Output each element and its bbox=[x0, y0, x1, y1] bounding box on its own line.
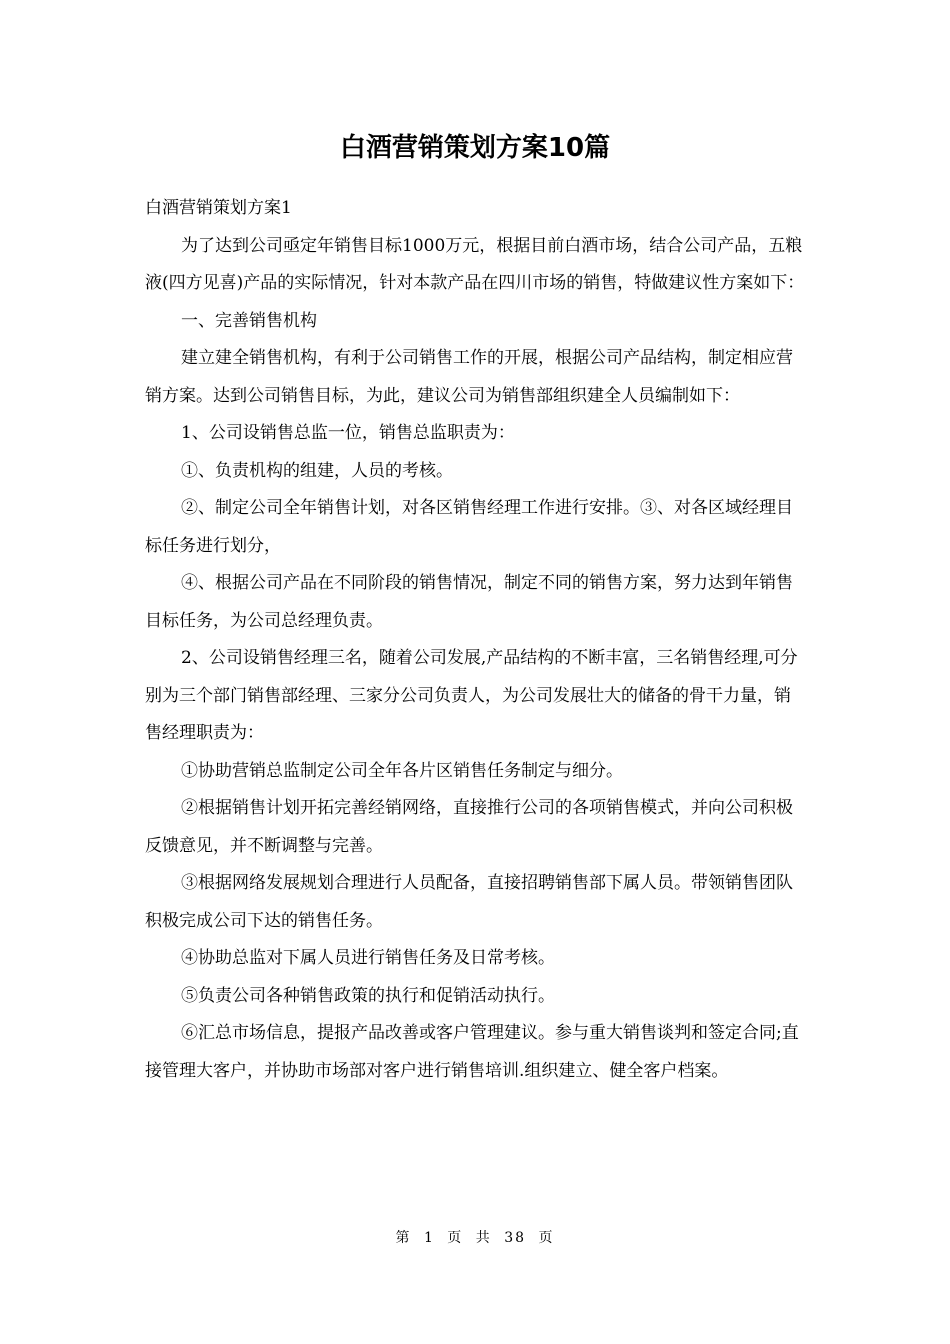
list-item: ②、制定公司全年销售计划，对各区销售经理工作进行安排。③、对各区域经理目标任务进行划分， bbox=[145, 498, 793, 556]
body-paragraph: 为了达到公司亟定年销售目标1000万元，根据目前白酒市场，结合公司产品，五粮液(四方见喜)产品的实际情况，针对本款产品在四川市场的销售，特做建议性方案如下： bbox=[145, 235, 805, 293]
body-paragraph: 建立建全销售机构，有利于公司销售工作的开展，根据公司产品结构，制定相应营销方案。达到公司销售目标，为此，建议公司为销售部组织建全人员编制如下： bbox=[145, 348, 793, 406]
list-item: ⑥汇总市场信息，提报产品改善或客户管理建议。参与重大销售谈判和签定合同;直接管理大客户，并协助市场部对客户进行销售培训.组织建立、健全客户档案。 bbox=[145, 1023, 799, 1081]
list-item: ③根据网络发展规划合理进行人员配备，直接招聘销售部下属人员。带领销售团队积极完成公司下达的销售任务。 bbox=[145, 873, 793, 931]
list-heading: 2、公司设销售经理三名，随着公司发展,产品结构的不断丰富，三名销售经理,可分别为三个部门销售部经理、三家分公司负责人，为公司发展壮大的储备的骨干力量，销售经理职责为： bbox=[145, 648, 798, 743]
list-item: ①、负责机构的组建，人员的考核。 bbox=[181, 460, 453, 481]
list-item: ⑤负责公司各种销售政策的执行和促销活动执行。 bbox=[181, 985, 555, 1006]
document-body bbox=[145, 190, 805, 1090]
page-number-footer: 第 1 页 共 38 页 bbox=[395, 1230, 555, 1246]
document-title: 白酒营销策划方案10篇 bbox=[339, 133, 611, 163]
list-heading: 1、公司设销售总监一位，销售总监职责为： bbox=[181, 423, 515, 443]
section-heading: 一、完善销售机构 bbox=[181, 310, 317, 331]
section-heading-plan-1: 白酒营销策划方案1 bbox=[145, 198, 292, 218]
list-item: ④协助总监对下属人员进行销售任务及日常考核。 bbox=[181, 948, 555, 968]
list-item: ②根据销售计划开拓完善经销网络，直接推行公司的各项销售模式，并向公司积极反馈意见，并不断调整与完善。 bbox=[145, 798, 793, 856]
list-item: ①协助营销总监制定公司全年各片区销售任务制定与细分。 bbox=[181, 760, 623, 781]
list-item: ④、根据公司产品在不同阶段的销售情况，制定不同的销售方案，努力达到年销售目标任务，为公司总经理负责。 bbox=[145, 573, 793, 631]
